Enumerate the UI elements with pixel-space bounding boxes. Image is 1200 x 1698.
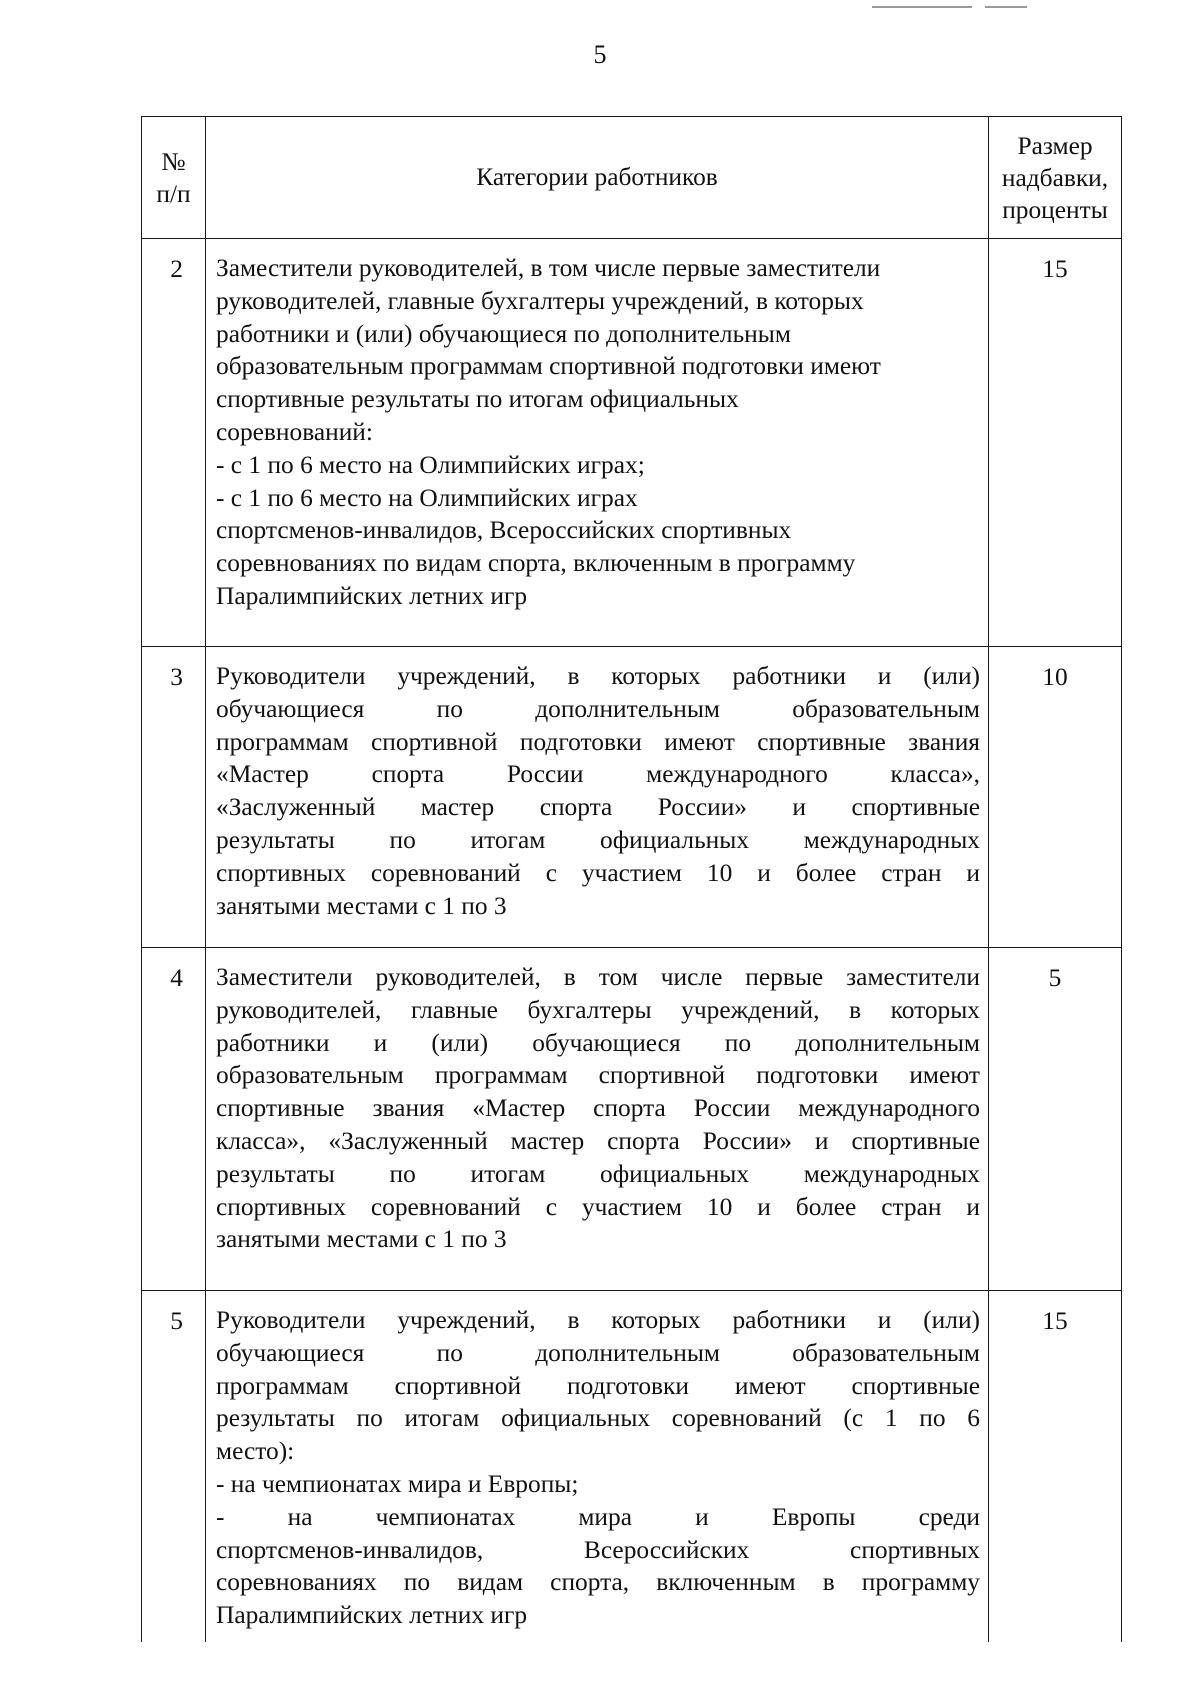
text-line: соревнований: [216,417,373,446]
row-number: 3 [142,647,206,948]
text-line: результаты по итогам официальных соревнований (с 1 по 6 [216,1404,980,1433]
scan-artifact-line [985,6,1027,8]
header-number-abbr: п/п [156,179,191,208]
row-number: 4 [142,948,206,1291]
row-category-text [206,948,989,1291]
text-line: Руководители учреждений, в которых работники и (или) [216,662,980,690]
table-row [142,647,1122,948]
text-line: соревнованиях по видам спорта, включенным в программу [216,549,856,578]
row-number: 2 [142,239,206,647]
text-line: соревнованиях по видам спорта, включенным в программу [216,1568,980,1597]
text-line: «Заслуженный мастер спорта России» и спортивные [216,793,980,822]
text-line: занятыми местами с 1 по 3 [216,891,507,920]
row-percent: 15 [989,239,1122,647]
header-number-cell [142,117,206,239]
text-line: результаты по итогам официальных международных [216,825,980,854]
text-line: место): [216,1437,295,1466]
text-line: - с 1 по 6 место на Олимпийских играх [216,483,638,512]
header-percent-line: Размер [1017,131,1093,160]
table-row [142,1291,1122,1643]
header-category-cell: Категории работников [206,117,989,239]
row-percent: 15 [989,1291,1122,1643]
row-percent: 10 [989,647,1122,948]
header-percent-line: надбавки, [1001,163,1109,192]
text-line: образовательным программам спортивной подготовки имеют [216,352,881,381]
text-line: работники и (или) обучающиеся по дополнительным [216,319,791,348]
text-line: спортивных соревнований с участием 10 и более стран и [216,858,980,887]
text-line: спортивных соревнований с участием 10 и более стран и [216,1192,980,1221]
row-category-text [206,1291,989,1643]
text-line: Заместители руководителей, в том числе первые заместители [216,963,980,991]
row-number: 5 [142,1291,206,1643]
text-line: программам спортивной подготовки имеют спортивные [216,1371,980,1400]
text-line: обучающиеся по дополнительным образовательным [216,1338,980,1367]
text-line: руководителей, главные бухгалтеры учреждений, в которых [216,995,980,1024]
text-line: Паралимпийских летних игр [216,1601,528,1630]
text-line: спортсменов-инвалидов, Всероссийских спортивных [216,516,792,545]
text-line: спортсменов-инвалидов, Всероссийских спортивных [216,1535,980,1564]
text-line: «Мастер спорта России международного класса», [216,760,980,789]
text-line: - на чемпионатах мира и Европы; [216,1469,579,1498]
table-header-row [142,117,1122,239]
text-line: результаты по итогам официальных международных [216,1159,980,1188]
row-percent: 5 [989,948,1122,1291]
text-line: - на чемпионатах мира и Европы среди [216,1502,980,1531]
text-line: программам спортивной подготовки имеют спортивные звания [216,727,980,756]
text-line: - с 1 по 6 место на Олимпийских играх; [216,450,645,479]
table-row [142,239,1122,647]
page-number: 5 [593,40,607,69]
header-percent-cell [989,117,1122,239]
scan-artifact-line [872,6,972,8]
text-line: образовательным программам спортивной подготовки имеют [216,1061,980,1090]
text-line: класса», «Заслуженный мастер спорта России» и спортивные [216,1126,980,1155]
text-line: Паралимпийских летних игр [216,581,528,610]
text-line: занятыми местами с 1 по 3 [216,1225,507,1254]
allowance-table [141,116,1122,1642]
text-line: руководителей, главные бухгалтеры учреждений, в которых [216,286,864,315]
text-line: спортивные звания «Мастер спорта России международного [216,1094,980,1123]
text-line: обучающиеся по дополнительным образовательным [216,694,980,723]
header-number-sign: № [161,147,186,176]
text-line: Руководители учреждений, в которых работники и (или) [216,1306,980,1334]
row-category-text [206,647,989,948]
text-line: Заместители руководителей, в том числе первые заместители [216,254,881,282]
header-percent-line: проценты [1002,195,1108,224]
text-line: спортивные результаты по итогам официальных [216,385,739,414]
text-line: работники и (или) обучающиеся по дополнительным [216,1028,980,1057]
table-row [142,948,1122,1291]
row-category-text [206,239,989,647]
